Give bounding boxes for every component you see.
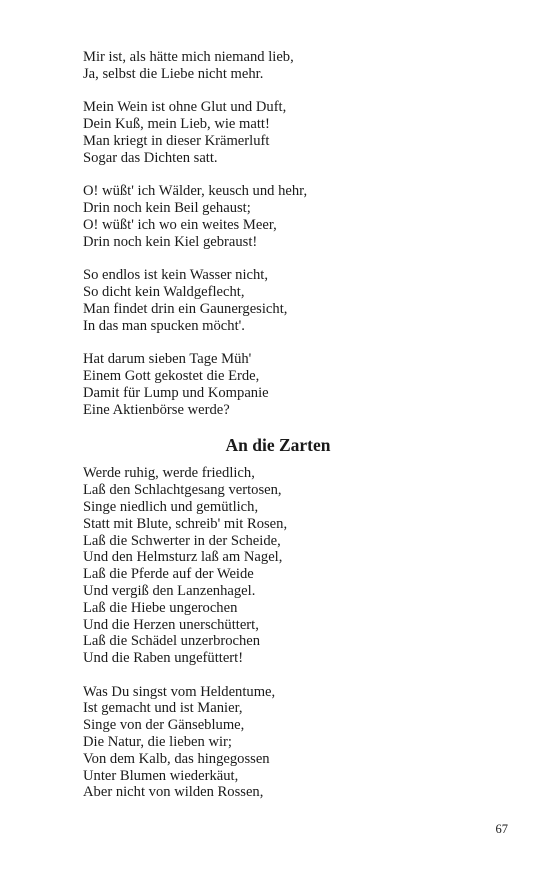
poem-line: Eine Aktienbörse werde? — [83, 401, 230, 418]
poem-line: Laß die Schädel unzerbrochen — [83, 633, 261, 650]
poem-1-stanza-1 — [83, 49, 473, 83]
poem-line: Singe von der Gänseblume, — [83, 717, 245, 734]
poem-line: Ist gemacht und ist Manier, — [83, 700, 243, 717]
poem-line: Und die Herzen unerschüttert, — [83, 616, 259, 633]
poem-2-stanza-2 — [83, 684, 473, 802]
poem-1 — [83, 49, 473, 419]
poem-line: Singe niedlich und gemütlich, — [83, 498, 259, 515]
poem-line: Die Natur, die lieben wir; — [83, 734, 232, 751]
poem-line: Und den Helmsturz laß am Nagel, — [83, 549, 283, 566]
poem-line: Man findet drin ein Gaunergesicht, — [83, 300, 288, 317]
poem-line: So dicht kein Waldgeflecht, — [83, 284, 245, 301]
poem-title: An die Zarten — [225, 435, 331, 456]
poem-line: Einem Gott gekostet die Erde, — [83, 368, 260, 385]
poem-line: Von dem Kalb, das hingegossen — [83, 750, 270, 767]
poem-1-stanza-4 — [83, 267, 473, 334]
poem-line: Und die Raben ungefüttert! — [83, 650, 244, 667]
poem-line: O! wüßt' ich wo ein weites Meer, — [83, 216, 277, 233]
poem-line: Man kriegt in dieser Krämerluft — [83, 132, 270, 149]
poem-line: Ja, selbst die Liebe nicht mehr. — [83, 65, 264, 82]
poem-line: Mir ist, als hätte mich niemand lieb, — [83, 49, 294, 65]
poem-2 — [83, 465, 473, 801]
poem-line: Laß den Schlachtgesang vertosen, — [83, 482, 282, 499]
poem-1-stanza-2 — [83, 99, 473, 166]
poem-line: Aber nicht von wilden Rossen, — [83, 784, 264, 801]
poem-line: Sogar das Dichten satt. — [83, 149, 218, 166]
poem-line: Was Du singst vom Heldentume, — [83, 683, 276, 700]
poem-line: Laß die Schwerter in der Scheide, — [83, 532, 281, 549]
page-text — [83, 49, 473, 818]
poem-line: Und vergiß den Lanzenhagel. — [83, 582, 256, 599]
poem-line: O! wüßt' ich Wälder, keusch und hehr, — [83, 183, 308, 200]
poem-line: Mein Wein ist ohne Glut und Duft, — [83, 99, 287, 116]
poem-line: Unter Blumen wiederkäut, — [83, 767, 239, 784]
poem-line: So endlos ist kein Wasser nicht, — [83, 267, 269, 284]
poem-line: Laß die Hiebe ungerochen — [83, 599, 238, 616]
poem-line: Statt mit Blute, schreib' mit Rosen, — [83, 515, 288, 532]
poem-line: Laß die Pferde auf der Weide — [83, 566, 254, 583]
poem-line: Dein Kuß, mein Lieb, wie matt! — [83, 116, 270, 133]
poem-line: Hat darum sieben Tage Müh' — [83, 351, 252, 368]
poem-line: In das man spucken möcht'. — [83, 317, 245, 334]
poem-2-stanza-1 — [83, 465, 473, 667]
page-number: 67 — [495, 822, 508, 836]
poem-line: Werde ruhig, werde friedlich, — [83, 465, 255, 482]
poem-line: Drin noch kein Beil gehaust; — [83, 200, 251, 217]
poem-1-stanza-5 — [83, 351, 473, 418]
poem-line: Drin noch kein Kiel gebraust! — [83, 233, 258, 250]
poem-line: Damit für Lump und Kompanie — [83, 384, 269, 401]
poem-1-stanza-3 — [83, 183, 473, 250]
